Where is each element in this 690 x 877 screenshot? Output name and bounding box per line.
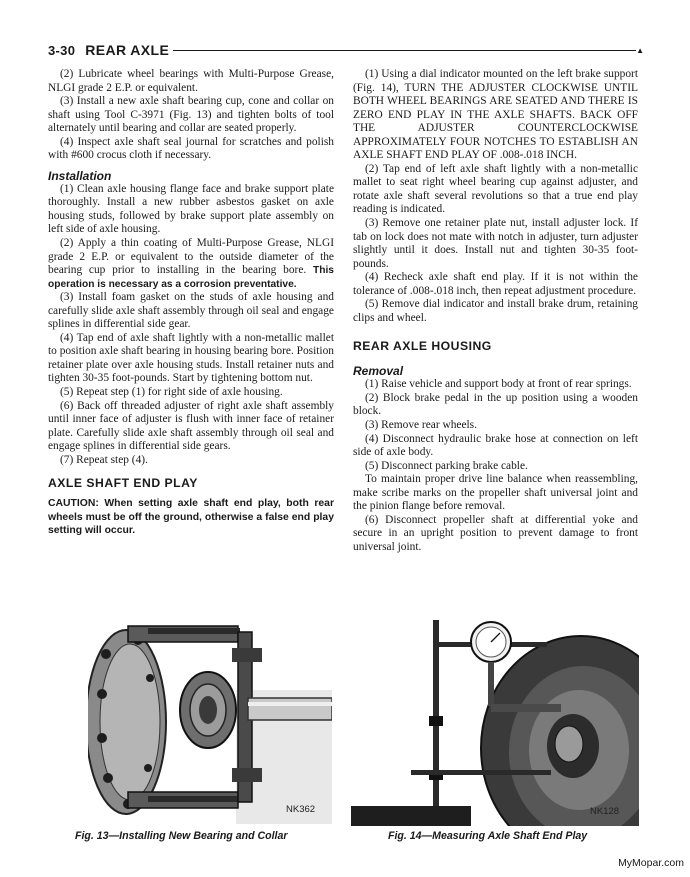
figure-14-caption: Fig. 14—Measuring Axle Shaft End Play bbox=[388, 830, 588, 842]
figure-14-image bbox=[351, 620, 639, 826]
install-step-5: (5) Repeat step (1) for right side of axle housing. bbox=[60, 386, 283, 399]
install-step-2-text: (2) Apply a thin coating of Multi-Purpose Grease, NLGI grade 2 E.P. or equivalent to the outside diameter of the bearing cup prior to installing in the bearing bore. bbox=[48, 237, 334, 277]
right-column bbox=[353, 68, 638, 555]
watermark: MyMopar.com bbox=[618, 857, 684, 869]
install-step-1: (1) Clean axle housing flange face and brake support plate thoroughly. Install a new rubber asbestos gasket on axle housing studs, followed by brake support plate assembly on left side of axle housing. bbox=[48, 182, 334, 236]
figure-13-caption: Fig. 13—Installing New Bearing and Collar bbox=[75, 830, 288, 842]
removal-step-6: (6) Disconnect propeller shaft at differential yoke and secure in an upright position to prevent damage to front universal joint. bbox=[353, 513, 638, 553]
rear-axle-housing-heading: REAR AXLE HOUSING bbox=[353, 339, 492, 354]
figure-13-image bbox=[88, 618, 332, 824]
removal-step-2: (2) Block brake pedal in the up position using a wooden block. bbox=[353, 391, 638, 418]
install-step-7: (7) Repeat step (4). bbox=[60, 453, 148, 466]
page-number: 3-30 bbox=[48, 42, 76, 58]
caution-note: CAUTION: When setting axle shaft end play, both rear wheels must be off the ground, otherwise a false end play setting will occur. bbox=[48, 498, 334, 537]
install-step-3: (3) Install foam gasket on the studs of axle housing and carefully slide axle shaft assembly through oil seal and engage splines in differential side gear. bbox=[48, 291, 334, 331]
header-rule bbox=[173, 50, 636, 51]
endplay-step-3: (3) Remove one retainer plate nut, install adjuster lock. If tab on lock does not mate with notch in adjuster, turn adjuster slightly until it does. Install nut and tighten 30-35 foot-pounds. bbox=[353, 217, 638, 270]
install-step-6: (6) Back off threaded adjuster of right axle shaft assembly until inner face of adjuster is flush with inner face of retainer plate. Carefully slide axle shaft assembly through oil seal and engage splines in differential side gears. bbox=[48, 399, 334, 453]
up-arrow-icon: ▲ bbox=[636, 45, 644, 55]
step-2-lubricate: (2) Lubricate wheel bearings with Multi-Purpose Grease, NLGI grade 2 E.P. or equivalent. bbox=[48, 68, 334, 94]
removal-step-4: (4) Disconnect hydraulic brake hose at connection on left side of axle body. bbox=[353, 432, 638, 459]
left-column bbox=[48, 68, 334, 538]
removal-step-1: (1) Raise vehicle and support body at front of rear springs. bbox=[365, 378, 632, 391]
endplay-step-5: (5) Remove dial indicator and install brake drum, retaining clips and wheel. bbox=[353, 298, 638, 324]
step-3-install-cup: (3) Install a new axle shaft bearing cup, cone and collar on shaft using Tool C-3971 (Fig. 13) and tighten bolts of tool alternately until bearing and collar are seated properly. bbox=[48, 95, 334, 135]
end-play-heading: AXLE SHAFT END PLAY bbox=[48, 476, 198, 491]
removal-balance-note: To maintain proper drive line balance when reassembling, make scribe marks on the propeller shaft universal joint and the pinion flange before removal. bbox=[353, 473, 638, 513]
endplay-step-1: (1) Using a dial indicator mounted on the left brake support (Fig. 14), TURN THE ADJUSTER CLOCKWISE UNTIL BOTH WHEEL BEARINGS ARE SEATED AND THERE IS ZERO END PLAY IN THE AXLE SHAFTS. BACK OFF THE ADJUSTER COUNTERCLOCKWISE APPROXIMATELY FOUR NOTCHES TO ESTABLISH AN AXLE SHAFT END PLAY OF .008-.018 INCH. bbox=[353, 68, 638, 162]
install-step-2-note: This operation is necessary as a corrosion preventative. bbox=[48, 265, 334, 290]
removal-step-5: (5) Disconnect parking brake cable. bbox=[365, 459, 528, 472]
install-step-4: (4) Tap end of axle shaft lightly with a non-metallic mallet to position axle shaft bearing in housing bearing bore. Position retainer plate over axle housing studs. Install retainer nuts and tighten 30-35 foot-pounds. Start by tightening bottom nut. bbox=[48, 331, 334, 385]
step-4-inspect-seal: (4) Inspect axle shaft seal journal for scratches and polish with #600 crocus cloth if necessary. bbox=[48, 135, 334, 162]
endplay-step-2: (2) Tap end of left axle shaft lightly with a non-metallic mallet to seat right wheel bearing cup against adjuster, and rotate axle shaft several revolutions so that a true end play reading is indicated. bbox=[353, 162, 638, 216]
figure-13-code: NK362 bbox=[286, 804, 316, 815]
removal-heading: Removal bbox=[353, 364, 404, 379]
endplay-step-4: (4) Recheck axle shaft end play. If it is not within the tolerance of .008-.018 inch, then repeat adjustment procedure. bbox=[353, 271, 638, 297]
install-step-2 bbox=[48, 237, 334, 291]
installation-heading: Installation bbox=[48, 168, 112, 183]
section-title: REAR AXLE bbox=[85, 42, 170, 58]
removal-step-3: (3) Remove rear wheels. bbox=[365, 419, 477, 432]
page-header bbox=[48, 40, 644, 60]
figure-14-code: NK128 bbox=[590, 806, 620, 817]
